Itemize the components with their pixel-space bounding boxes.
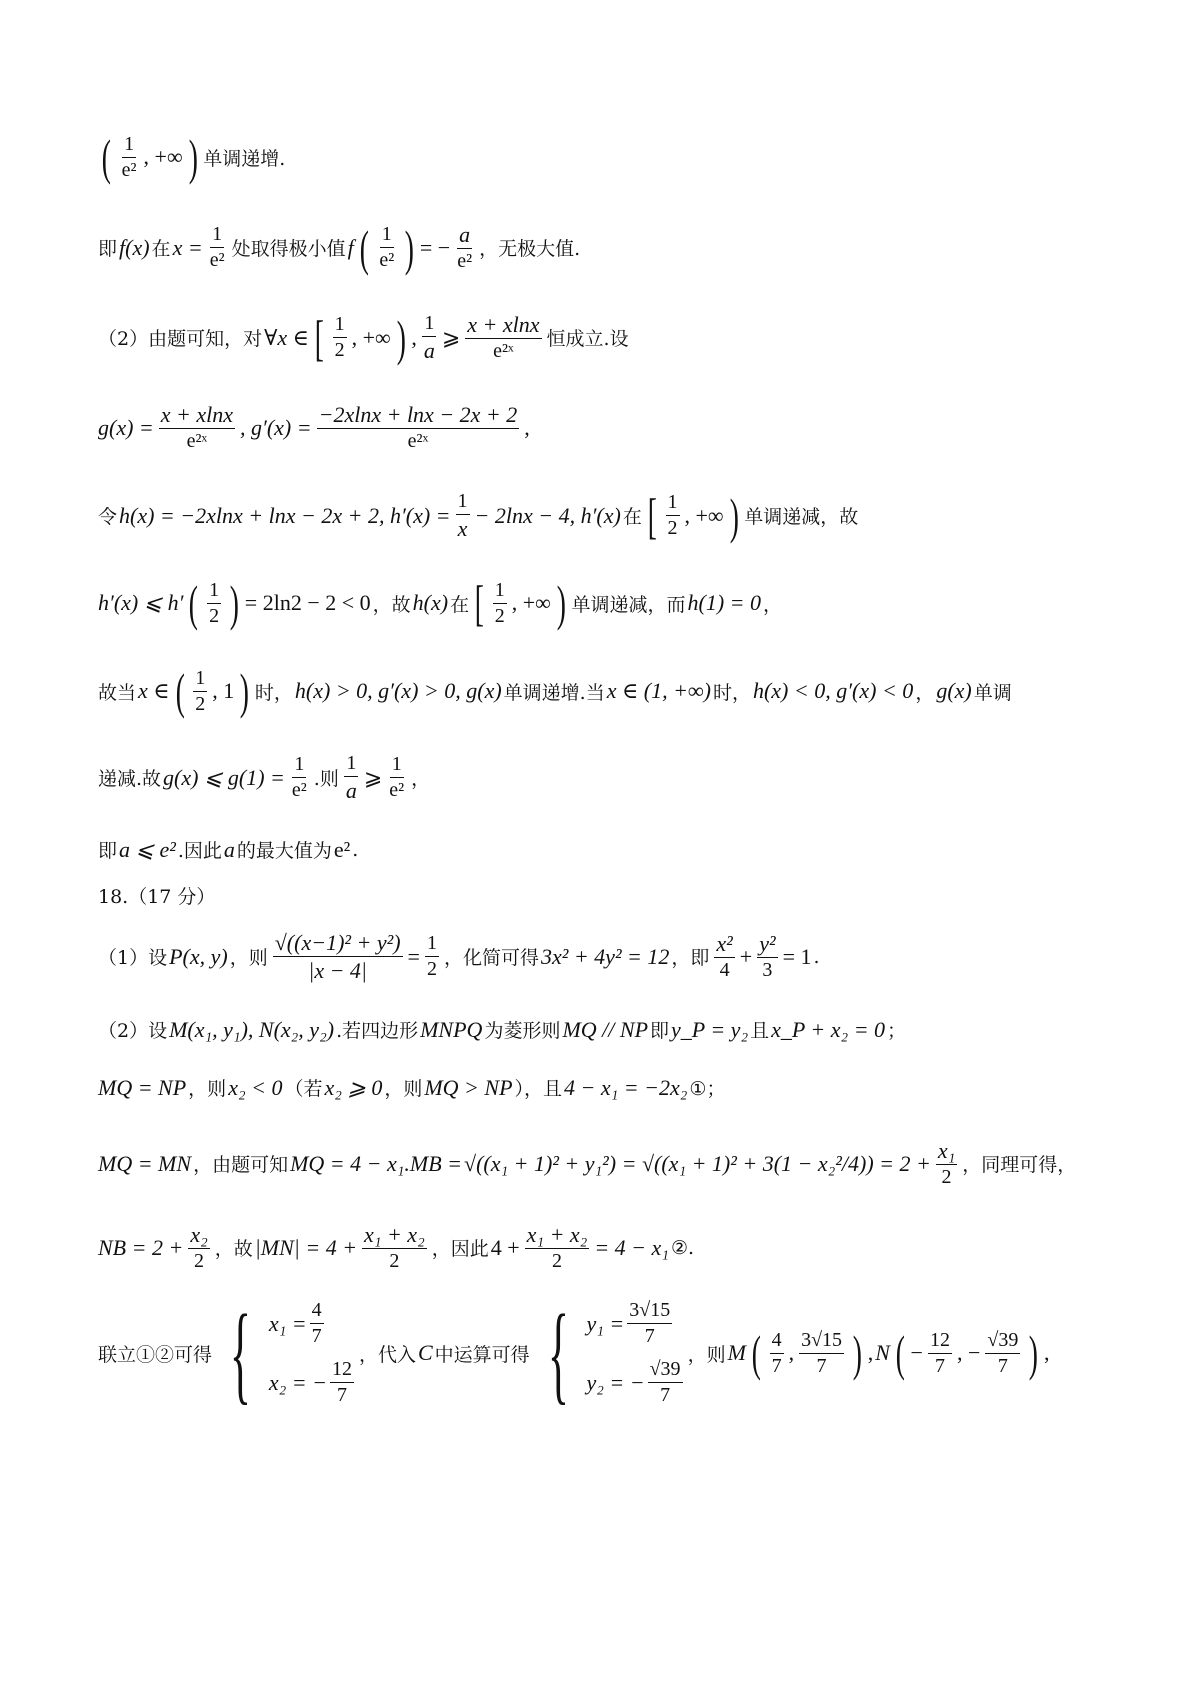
- question-heading: 18.（17 分）: [98, 886, 216, 908]
- fraction: $\frac{\text{y²}}{3}$: [759, 931, 776, 982]
- text: 单调递增.: [203, 147, 286, 170]
- fraction: $\frac{x + xlnx}{\text{e²ˣ}}$: [467, 312, 540, 363]
- fraction: $\frac{1}{\text{e²}}$: [291, 753, 307, 802]
- left-brace: {: [547, 1292, 569, 1414]
- fraction: $\frac{-2xlnx + \ln x - 2x + 2}{\text{e²ˣ}}$: [318, 402, 518, 453]
- line-4: g(x) = $\frac{x + xlnx}{\text{e²ˣ}}$ , g′(x) = $\frac{-2xlnx + \ln x - 2x + 2}{\text{e²ˣ}}$ ,: [98, 402, 530, 453]
- equation-system-x: x₁ = $\frac{4}{7}$ x₂ = − $\frac{12}{7}$: [268, 1299, 352, 1406]
- equation-system-y: y₁ = $\frac{3√15}{7}$ y₂ = − $\frac{√39}{7}$: [586, 1299, 681, 1406]
- fraction: $\frac{1}{2}$: [195, 666, 206, 715]
- fraction: $\frac{1}{\text{e²}}$: [389, 753, 405, 802]
- line-1: [98, 129, 286, 185]
- fraction: $\frac{\text{√((x−1)² + y²)}}{|x - 4|}$: [274, 930, 401, 984]
- fraction: $\frac{1}{\text{e²}}$: [379, 223, 395, 272]
- line-9: 即 a ⩽ e² .因此 a 的最大值为 e² .: [98, 836, 359, 862]
- line-16: 联立①②可得 { x₁ = $\frac{4}{7}$ x₂ = − $\frac{12}{7}$ ，代入 C 中运算可得 { y₁ = $\frac{3√15}{7}$ y₂ = − $\frac{√39}{7}$ ，则 M ( $\frac{4}{7}$ , $\frac{3√15}{7}$ ) , N ( − $\frac{12}{7}$ , − $\frac{√39}{7}$ ) ,: [98, 1292, 1050, 1414]
- fraction: $\frac{1}{2}$: [426, 932, 437, 981]
- interval-rest: , +∞: [143, 144, 183, 169]
- fraction: $\frac{1}{\text{e²}}$: [209, 223, 225, 272]
- line-5: 令 h(x) = −2xlnx + lnx − 2x + 2, h′(x) = $\frac{1}{x}$ − 2lnx − 4, h′(x) 在 [ $\frac{1}{2}$ , +∞ ) 单调递减，故: [98, 487, 859, 544]
- fraction: $\frac{1}{2}$: [334, 313, 345, 362]
- fraction: $\frac{\text{x₁ + x₂}}{2}$: [526, 1222, 588, 1273]
- fraction: $\frac{\text{x²}}{4}$: [716, 931, 733, 982]
- fraction: $\frac{1}{a}$: [345, 752, 357, 803]
- fraction: $\frac{x + xlnx}{\text{e²ˣ}}$: [160, 402, 234, 453]
- fraction: $\frac{1}{a}$: [423, 312, 435, 363]
- line-14: MQ = MN ，由题可知 MQ = 4 − x₁.MB = √((x₁ + 1)² + y₁²) = √((x₁ + 1)² + 3(1 − x₂²/4)) = 2 + $\frac{\text{x₁}}{2}$ ，同理可得，: [98, 1138, 1077, 1189]
- fraction: $\frac{a}{\text{e²}}$: [457, 222, 473, 273]
- line-8: 递减.故 g(x) ⩽ g(1) = $\frac{1}{\text{e²}}$ .则 $\frac{1}{a}$ ⩾ $\frac{1}{\text{e²}}$ ，: [98, 752, 431, 803]
- left-brace: {: [229, 1292, 251, 1414]
- right-paren: ): [188, 129, 198, 185]
- fraction: $\frac{1}{2}$: [209, 578, 220, 627]
- fraction: $\frac{\text{x₁}}{2}$: [937, 1138, 956, 1189]
- line-12: （2）设 M(x₁, y₁), N(x₂, y₂) .若四边形 MNPQ 为菱形则 MQ // NP 即 y_P = y₂ 且 x_P + x₂ = 0 ；: [98, 1016, 907, 1042]
- fraction: $\frac{1}{\text{e²}}$: [121, 132, 137, 181]
- line-3: （2）由题可知，对 ∀x ∈ [ $\frac{1}{2}$ , +∞ ) , $\frac{1}{a}$ ⩾ $\frac{x + xlnx}{\text{e²ˣ}}$ 恒成立.设: [98, 309, 629, 366]
- line-15: NB = 2 + $\frac{\text{x₂}}{2}$ ，故 |MN| = 4 + $\frac{\text{x₁ + x₂}}{2}$ ，因此 4 + $\frac{\text{x₁ + x₂}}{2}$ = 4 − x₁ ②.: [98, 1222, 695, 1273]
- line-6: h′(x) ⩽ h′ ( $\frac{1}{2}$ ) = 2ln2 − 2 < 0 ，故 h(x) 在 [ $\frac{1}{2}$ , +∞ ) 单调递减，而 h(1) = 0 ，: [98, 575, 783, 631]
- left-paren: (: [101, 129, 111, 185]
- line-7: 故当 x ∈ ( $\frac{1}{2}$ , 1 ) 时， h(x) > 0, g′(x) > 0, g(x) 单调递增.当 x ∈ (1, +∞) 时， h(x) < 0, g′(x) < 0 ， g(x) 单调: [98, 663, 1012, 719]
- fraction: $\frac{\text{x₂}}{2}$: [190, 1222, 208, 1273]
- line-2: 即 f(x) 在 x = $\frac{1}{\text{e²}}$ 处取得极小值 f ( $\frac{1}{\text{e²}}$ ) = − $\frac{a}{\text{e²}}$ ，无极大值.: [98, 219, 581, 276]
- line-11: （1）设 P(x, y) ，则 $\frac{\text{√((x−1)² + y²)}}{|x - 4|}$ = $\frac{1}{2}$ ，化简可得 3x² + 4y² = 12 ，即 $\frac{\text{x²}}{4}$ + $\frac{\text{y²}}{3}$ = 1 .: [98, 930, 820, 984]
- fraction: $\frac{1}{x}$: [457, 490, 468, 541]
- fraction: $\frac{1}{2}$: [494, 578, 505, 627]
- fraction: $\frac{\text{x₁ + x₂}}{2}$: [364, 1222, 425, 1273]
- fraction: $\frac{1}{2}$: [667, 491, 678, 540]
- line-13: MQ = NP ，则 x₂ < 0 （若 x₂ ⩾ 0 ，则 MQ > NP ），且 4 − x₁ = −2x₂ ①；: [98, 1074, 726, 1100]
